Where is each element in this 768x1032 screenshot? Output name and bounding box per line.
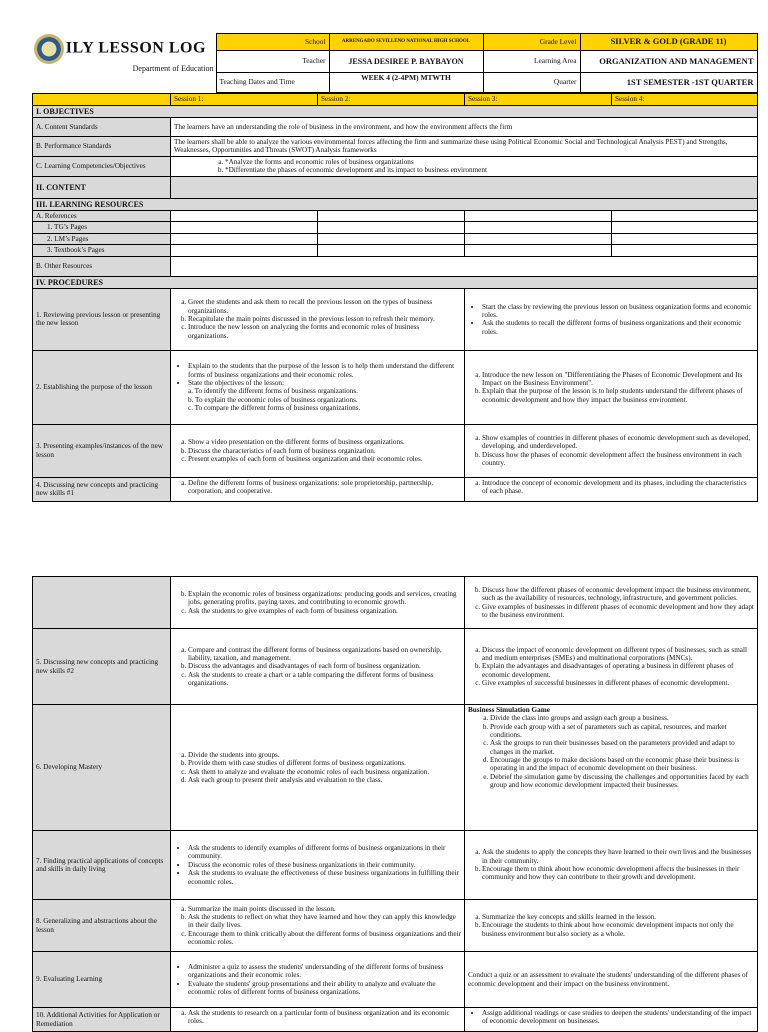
list-item: b. Discuss how the phases of economic development affect the business environment in each country. <box>482 451 754 468</box>
tg-pages-label: 1. TG’s Pages <box>33 222 171 233</box>
procedure-7-label: 7. Finding practical applications of concepts and skills in daily living <box>33 831 171 900</box>
list-item: b. Discuss the characteristics of each form of business organization. <box>188 447 461 455</box>
list-item: c. Ask them to analyze and evaluate the economic roles of each business organization. <box>188 768 461 776</box>
list-item: c. Introduce the new lesson on analyzing the forms and economic roles of business organizations. <box>188 323 461 340</box>
teacher-label: Teacher <box>216 51 329 73</box>
list-item: • Assign additional readings or case studies to deepen the students' understanding of the impact of economic development on businesses. <box>482 1009 754 1026</box>
dates-value: WEEK 4 (2-4PM) MTWTH <box>329 73 483 93</box>
lm-pages-label: 2. LM’s Pages <box>33 233 171 244</box>
procedure-2-session-3-4 <box>465 350 758 424</box>
list-item: b. Explain the advantages and disadvantages of operating a business in different phases of economic development. <box>482 662 754 679</box>
procedure-5-session-1-2 <box>171 629 465 705</box>
list-item: c. Give examples of businesses in different phases of economic development and how they adapt to the business environment. <box>482 603 754 620</box>
list-item: a. Ask the students to research on a particular form of business organization and its economic roles. <box>188 1009 461 1026</box>
procedure-1-label: 1. Reviewing previous lesson or presenting the new lesson <box>33 288 171 350</box>
list-item: b. Provide each group with a set of parameters such as capital, resources, and market conditions. <box>490 723 754 740</box>
procedure-7-session-3-4 <box>465 831 758 900</box>
other-resources-label: B. Other Resources <box>33 256 171 276</box>
session-3-header: Session 3: <box>465 94 612 105</box>
list-item: a. Show examples of countries in different phases of economic development such as developed, developing, and underdeveloped. <box>482 434 754 451</box>
list-item: a. Summarize the key concepts and skills learned in the lesson. <box>482 913 754 921</box>
list-item: • Ask the students to evaluate the effectiveness of these business organizations in fulfilling their economic roles. <box>188 869 461 886</box>
list-item: b. Explain that the purpose of the lesson is to help students understand the different phases of economic development and how they impact the business environment. <box>482 387 754 404</box>
procedure-10-label: 10. Additional Activities for Application or Remediation <box>33 1008 171 1032</box>
lesson-log-page-2 <box>32 576 757 1032</box>
school-label: School <box>216 34 329 51</box>
list-item: b. *Differentiate the phases of economic development and its impact to business environment <box>225 166 754 174</box>
list-item: c. Ask the students to create a chart or a table comparing the different forms of business organizations. <box>188 671 461 688</box>
session-2-header: Session 2: <box>318 94 465 105</box>
simulation-game-title: Business Simulation Game <box>468 706 550 714</box>
procedure-8-session-1-2 <box>171 900 465 952</box>
grade-value: SILVER & GOLD (GRADE 11) <box>580 34 757 51</box>
lesson-log-page-1 <box>32 33 757 502</box>
procedure-5-session-3-4 <box>465 629 758 705</box>
session-1-header: Session 1: <box>171 94 318 105</box>
list-item: a. *Analyze the forms and economic roles of business organizations <box>225 158 754 166</box>
list-item: b. Encourage them to think about how economic development affects the businesses in their community and how they can contribute to their growth and development. <box>482 865 754 882</box>
school-value: ARRENGADO SEVILLENO NATIONAL HIGH SCHOOL <box>329 34 483 51</box>
lesson-table-page-1 <box>32 93 758 502</box>
sub-item: a. To identify the different forms of business organizations. <box>188 387 358 396</box>
dates-label: Teaching Dates and Time <box>216 73 329 93</box>
procedure-4-cont-session-3-4 <box>465 577 758 629</box>
area-label: Learning Area <box>483 51 580 73</box>
procedure-5-label: 5. Discussing new concepts and practicing new skills #2 <box>33 629 171 705</box>
procedure-10-session-1-2 <box>171 1008 465 1032</box>
list-item: • Start the class by reviewing the previous lesson on business organization forms and economic roles. <box>482 303 754 320</box>
list-item: • Explain to the students that the purpose of the lesson is to help them understand the different forms of business organizations and their economic roles. <box>188 362 461 379</box>
procedure-10-session-3-4 <box>465 1008 758 1032</box>
list-item: a. Ask the students to apply the concepts they have learned to their own lives and the businesses in their community. <box>482 848 754 865</box>
procedure-1-session-3-4 <box>465 288 758 350</box>
procedures-heading: IV. PROCEDURES <box>33 276 758 288</box>
list-item: a. Define the different forms of business organizations: sole proprietorship, partnership, corporation, and cooperative. <box>188 479 461 496</box>
list-item: b. Explain the economic roles of business organizations: producing goods and services, creating jobs, generating profits, paying taxes, and contributing to economic growth. <box>188 590 461 607</box>
quarter-label: Quarter <box>483 73 580 93</box>
content-standards-text: The learners have an understanding the role of business in the environment, and how the environment affects the firm <box>171 117 758 136</box>
header-table <box>32 33 758 93</box>
session-4-header: Session 4: <box>612 94 758 105</box>
list-item: a. Introduce the new lesson on "Differentiating the Phases of Economic Development and Its Impact on the Business Environment". <box>482 371 754 388</box>
procedure-6-label: 6. Developing Mastery <box>33 705 171 831</box>
procedure-6-session-3-4 <box>465 705 758 831</box>
list-item: • Ask the students to recall the different forms of business organizations and their economic roles. <box>482 319 754 336</box>
procedure-9-session-3-4: Conduct a quiz or an assessment to evaluate the students' understanding of the different phases of economic development and their impact on the business environment. <box>465 952 758 1008</box>
list-item: a. Divide the class into groups and assign each group a business. <box>490 714 754 722</box>
textbook-pages-label: 3. Textbook’s Pages <box>33 245 171 256</box>
references-label: A. References <box>33 211 171 222</box>
list-item: d. Ask each group to present their analysis and evaluation to the class. <box>188 776 461 784</box>
sub-item: c. To compare the different forms of business organizations. <box>188 403 361 412</box>
procedure-9-label: 9. Evaluating Learning <box>33 952 171 1008</box>
competencies-list <box>171 156 758 176</box>
list-item: d. Encourage the groups to make decisions based on the economic phase their business is operating in and the impact of economic development on their business. <box>490 756 754 773</box>
procedure-4-label: 4. Discussing new concepts and practicing new skills #1 <box>33 477 171 501</box>
list-item: • Administer a quiz to assess the students' understanding of the different forms of business organizations and their economic roles. <box>188 963 461 980</box>
procedure-4-cont-session-1-2 <box>171 577 465 629</box>
objectives-heading: I. OBJECTIVES <box>33 105 758 117</box>
logo-cell <box>32 34 216 73</box>
content-heading: II. CONTENT <box>33 176 171 198</box>
list-item: c. Ask the students to give examples of each form of business organization. <box>188 607 461 615</box>
list-item: b. Encourage the students to think about how economic development impacts not only the business environment but also society as a whole. <box>482 921 754 938</box>
list-item: c. Give examples of successful businesses in different phases of economic development. <box>482 679 754 687</box>
procedure-9-session-1-2 <box>171 952 465 1008</box>
performance-standards-label: B. Performance Standards <box>33 136 171 156</box>
list-item: b. Discuss how the different phases of economic development impact the business environment, such as the availability of resources, technology, infrastructure, and government policies. <box>482 586 754 603</box>
procedure-2-session-1-2 <box>171 350 465 424</box>
list-item: • Evaluate the students' group presentations and their ability to analyze and evaluate the economic roles of different forms of business organizations. <box>188 980 461 997</box>
procedure-3-session-3-4 <box>465 424 758 477</box>
list-item <box>188 379 461 412</box>
list-item: a. Divide the students into groups. <box>188 751 461 759</box>
procedure-6-session-1-2 <box>171 705 465 831</box>
list-item: a. Greet the students and ask them to recall the previous lesson on the types of business organizations. <box>188 298 461 315</box>
sub-item: b. To explain the economic roles of business organizations. <box>188 395 358 404</box>
list-item: • Discuss the economic roles of these business organizations in their community. <box>188 861 461 869</box>
list-item: a. Introduce the concept of economic development and its phases, including the characteristics of each phase. <box>482 479 754 496</box>
department-name: Department of Education <box>132 63 214 73</box>
list-item: c. Present examples of each form of business organization and their economic roles. <box>188 455 461 463</box>
procedure-8-label: 8. Generalizing and abstractions about the lesson <box>33 900 171 952</box>
resources-heading: III. LEARNING RESOURCES <box>33 198 758 210</box>
competencies-label: C. Learning Competencies/Objectives <box>33 156 171 176</box>
procedure-3-session-1-2 <box>171 424 465 477</box>
list-item: a. Summarize the main points discussed in the lesson. <box>188 905 461 913</box>
performance-standards-text: The learners shall be able to analyze the various environmental forces affecting the firm and summarize these using Political Economic Social and Technological Analysis PEST) and Strengths, Weaknesses, Opportunities and Threats (SWOT) Analysis frameworks <box>171 136 758 156</box>
procedure-8-session-3-4 <box>465 900 758 952</box>
quarter-value: 1ST SEMESTER -1ST QUARTER <box>580 73 757 93</box>
list-item-text: State the objectives of the lesson: <box>188 378 285 387</box>
lesson-table-page-2 <box>32 576 758 1032</box>
list-item: b. Discuss the advantages and disadvantages of each form of business organization. <box>188 662 461 670</box>
list-item: b. Provide them with case studies of different forms of business organizations. <box>188 759 461 767</box>
log-title: ILY LESSON LOG <box>65 39 206 57</box>
procedure-7-session-1-2 <box>171 831 465 900</box>
content-standards-label: A. Content Standards <box>33 117 171 136</box>
area-value: ORGANIZATION AND MANAGEMENT <box>580 51 757 73</box>
procedure-3-label: 3. Presenting examples/instances of the new lesson <box>33 424 171 477</box>
grade-label: Grade Level <box>483 34 580 51</box>
list-item: c. Ask the groups to run their businesses based on the parameters provided and adapt to changes in the market. <box>490 739 754 756</box>
procedure-4-session-3-4 <box>465 477 758 501</box>
deped-seal-icon <box>34 34 64 64</box>
list-item: a. Show a video presentation on the different forms of business organizations. <box>188 438 461 446</box>
procedure-1-session-1-2 <box>171 288 465 350</box>
list-item: e. Debrief the simulation game by discussing the challenges and opportunities faced by each group and how economic development impacted their businesses. <box>490 773 754 790</box>
list-item: b. Ask the students to reflect on what they have learned and how they can apply this knowledge in their daily lives. <box>188 913 461 930</box>
procedure-4-session-1-2 <box>171 477 465 501</box>
list-item: c. Encourage them to think critically about the different forms of business organizations and their economic roles. <box>188 930 461 947</box>
procedure-2-label: 2. Establishing the purpose of the lesson <box>33 350 171 424</box>
list-item: b. Recapitulate the main points discussed in the previous lesson to refresh their memory. <box>188 315 461 323</box>
teacher-value: JESSA DESIREE P. BAYBAYON <box>329 51 483 73</box>
list-item: • Ask the students to identify examples of different forms of business organizations in their community. <box>188 844 461 861</box>
list-item: a. Discuss the impact of economic development on different types of businesses, such as small and medium enterprises (SMEs) and multinational corporations (MNCs). <box>482 646 754 663</box>
list-item: a. Compare and contrast the different forms of business organizations based on ownership, liability, taxation, and management. <box>188 646 461 663</box>
